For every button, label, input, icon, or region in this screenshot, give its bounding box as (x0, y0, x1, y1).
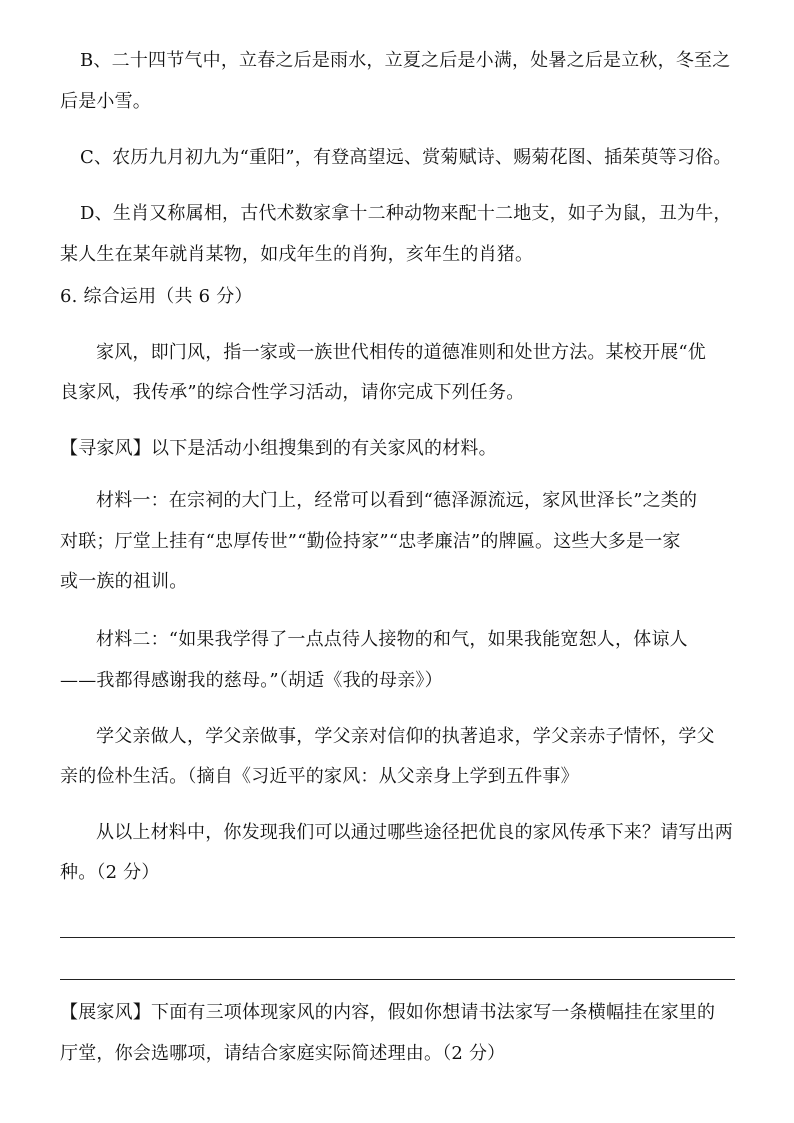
find-family-heading: 【寻家风】以下是活动小组搜集到的有关家风的材料。 (60, 438, 497, 459)
show-family-heading-line-2: 厅堂，你会选哪项，请结合家庭实际简述理由。（2 分） (60, 1043, 506, 1064)
show-family-heading-line-1: 【展家风】下面有三项体现家风的内容，假如你想请书法家写一条横幅挂在家里的 (60, 1002, 716, 1023)
intro-line-2: 良家风，我传承”的综合性学习活动，请你完成下列任务。 (60, 382, 525, 403)
material-3-line-2: 亲的俭朴生活。（摘自《习近平的家风：从父亲身上学到五件事》 (60, 766, 579, 787)
material-3-line-1: 学父亲做人，学父亲做事，学父亲对信仰的执著追求，学父亲赤子情怀，学父 (96, 726, 715, 747)
option-b-line-1: B、二十四节气中，立春之后是雨水，立夏之后是小满，处暑之后是立秋，冬至之 (80, 50, 731, 71)
material-1-line-1: 材料一：在宗祠的大门上，经常可以看到“德泽源流远，家风世泽长”之类的 (96, 490, 698, 511)
option-d-line-2: 某人生在某年就肖某物，如戌年生的肖狗，亥年生的肖猪。 (60, 244, 534, 265)
option-c-line-1: C、农历九月初九为“重阳”，有登高望远、赏菊赋诗、赐菊花图、插茱萸等习俗。 (80, 147, 732, 168)
find-question-line-1: 从以上材料中，你发现我们可以通过哪些途径把优良的家风传承下来？请写出两 (96, 822, 733, 843)
intro-line-1: 家风，即门风，指一家或一族世代相传的道德准则和处世方法。某校开展“优 (96, 342, 706, 363)
option-b-line-2: 后是小雪。 (60, 91, 151, 112)
material-2-line-2: ——我都得感谢我的慈母。”（胡适《我的母亲》） (60, 670, 443, 691)
option-d-line-1: D、生肖又称属相，古代术数家拿十二种动物来配十二地支，如子为鼠，丑为牛， (80, 203, 732, 224)
material-1-line-3: 或一族的祖训。 (60, 571, 188, 592)
material-2-line-1: 材料二：“如果我学得了一点点待人接物的和气，如果我能宽恕人，体谅人 (96, 629, 688, 650)
find-question-line-2: 种。（2 分） (60, 862, 160, 883)
answer-line-2[interactable] (60, 979, 735, 980)
answer-line-1[interactable] (60, 937, 735, 938)
material-1-line-2: 对联；厅堂上挂有“忠厚传世”“勤俭持家”“忠孝廉洁”的牌匾。这些大多是一家 (60, 531, 681, 552)
question-6-title: 6. 综合运用（共 6 分） (60, 286, 253, 307)
